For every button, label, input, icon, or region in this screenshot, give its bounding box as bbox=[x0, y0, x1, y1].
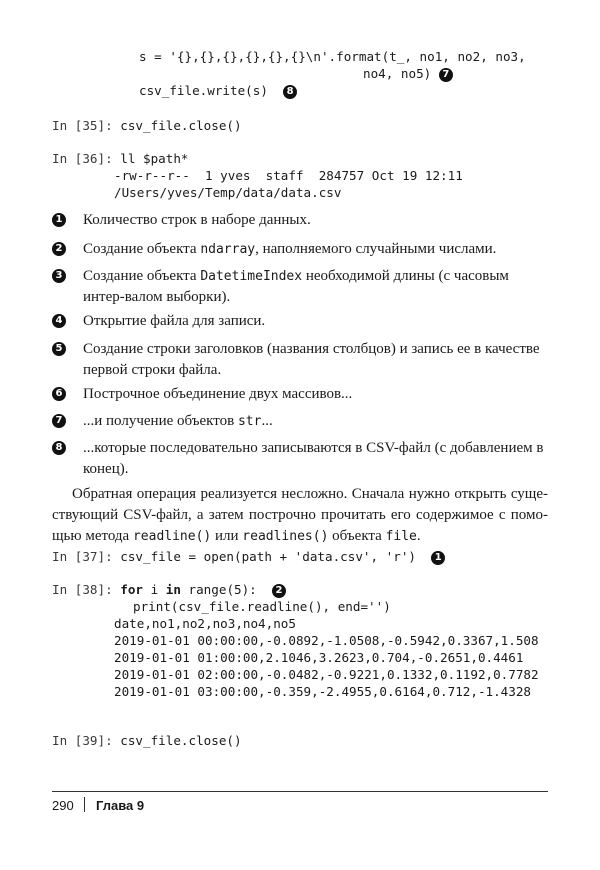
cell-38-output-4: 2019-01-01 03:00:00,-0.359,-2.4955,0.6164,0.712,-1.4328 bbox=[114, 684, 532, 699]
inline-code: readlines() bbox=[242, 529, 329, 544]
cell-38-output-0: date,no1,no2,no3,no4,no5 bbox=[114, 616, 296, 631]
inline-code: file bbox=[385, 529, 417, 544]
callout-marker-3: 3 bbox=[52, 269, 66, 283]
paragraph-text: или bbox=[211, 528, 243, 544]
chapter-title: Глава 9 bbox=[96, 798, 145, 813]
code-line-format-cont bbox=[363, 65, 453, 82]
callout-marker-5: 5 bbox=[52, 342, 66, 356]
note-6 bbox=[52, 384, 548, 405]
note-7 bbox=[52, 411, 548, 432]
code-text: csv_file.write(s) bbox=[139, 83, 268, 98]
cell-35 bbox=[52, 117, 242, 134]
cell-36-output-2: /Users/yves/Temp/data/data.csv bbox=[114, 185, 342, 200]
callout-marker-7: 7 bbox=[52, 414, 66, 428]
note-text bbox=[83, 266, 548, 308]
note-text-part: ... bbox=[261, 413, 273, 429]
cell-38-output-1: 2019-01-01 00:00:00,-0.0892,-1.0508,-0.5942,0.3367,1.508 bbox=[114, 633, 539, 648]
cell-37 bbox=[52, 548, 445, 565]
cell-38-print-line: print(csv_file.readline(), end='') bbox=[133, 599, 391, 614]
inline-code: str bbox=[237, 414, 262, 429]
cell-label: In [37]: bbox=[52, 549, 113, 564]
callout-marker-7: 7 bbox=[439, 68, 453, 82]
note-8 bbox=[52, 438, 548, 480]
inline-code: readline() bbox=[132, 529, 212, 544]
note-text-part: ...и получение объектов bbox=[83, 413, 238, 429]
cell-code: i bbox=[143, 582, 166, 597]
note-text-part: Создание объекта bbox=[83, 241, 201, 257]
keyword: for bbox=[120, 582, 144, 597]
cell-code: csv_file.close() bbox=[120, 118, 242, 133]
cell-code: csv_file = bbox=[120, 549, 204, 564]
inline-code: DatetimeIndex bbox=[200, 269, 303, 284]
cell-code: range bbox=[180, 582, 227, 597]
callout-marker-6: 6 bbox=[52, 387, 66, 401]
cell-label: In [39]: bbox=[52, 733, 113, 748]
note-text bbox=[83, 239, 548, 260]
note-text: Построчное объединение двух массивов... bbox=[83, 386, 353, 402]
footer-separator bbox=[84, 797, 85, 812]
cell-code: (path + 'data.csv', 'r') bbox=[234, 549, 416, 564]
callout-marker-2: 2 bbox=[52, 242, 66, 256]
paragraph-text: . bbox=[416, 528, 421, 544]
callout-marker-1: 1 bbox=[52, 213, 66, 227]
cell-code: ll $path* bbox=[120, 151, 189, 166]
callout-marker-8: 8 bbox=[283, 85, 297, 99]
note-3 bbox=[52, 266, 548, 308]
cell-label: In [35]: bbox=[52, 118, 113, 133]
note-text-part: Создание объекта bbox=[83, 268, 201, 284]
callout-marker-4: 4 bbox=[52, 314, 66, 328]
note-5 bbox=[52, 339, 548, 381]
callout-marker-1: 1 bbox=[431, 551, 445, 565]
keyword: in bbox=[165, 582, 181, 597]
note-text: Создание строки заголовков (названия столбцов) и запись ее в качестве первой строки файла. bbox=[83, 341, 540, 378]
note-text: Открытие файла для записи. bbox=[83, 313, 266, 329]
callout-marker-8: 8 bbox=[52, 441, 66, 455]
footer-divider bbox=[52, 791, 548, 792]
code-text: no4, no5) bbox=[363, 66, 432, 81]
note-text: Количество строк в наборе данных. bbox=[83, 212, 311, 228]
cell-38-output-3: 2019-01-01 02:00:00,-0.0482,-0.9221,0.1332,0.1192,0.7782 bbox=[114, 667, 539, 682]
note-text-part: необходимой длины (с часовым интер-валом выборки). bbox=[83, 268, 509, 305]
cell-38 bbox=[52, 581, 286, 598]
cell-code: open bbox=[203, 549, 235, 564]
cell-36 bbox=[52, 150, 189, 167]
callout-marker-2: 2 bbox=[272, 584, 286, 598]
cell-label: In [36]: bbox=[52, 151, 113, 166]
paragraph-text: объекта bbox=[328, 528, 386, 544]
cell-38-output-2: 2019-01-01 01:00:00,2.1046,3.2623,0.704,-0.2651,0.4461 bbox=[114, 650, 524, 665]
code-line-format: s = '{},{},{},{},{},{}\n'.format(t_, no1, no2, no3, bbox=[139, 49, 526, 64]
cell-code: csv_file.close() bbox=[120, 733, 242, 748]
note-text bbox=[83, 411, 548, 432]
page-number: 290 bbox=[52, 798, 74, 813]
note-text-part: , наполняемого случайными числами. bbox=[255, 241, 497, 257]
note-text: ...которые последовательно записываются в CSV-файл (с добавлением в конец). bbox=[83, 440, 544, 477]
code-line-write bbox=[139, 82, 297, 99]
cell-39 bbox=[52, 732, 242, 749]
inline-code: ndarray bbox=[200, 242, 256, 257]
note-2 bbox=[52, 239, 548, 260]
paragraph-text: Обратная операция реализуется несложно. Сначала нужно открыть суще-ствующий CSV-файл, а затем построчно прочитать его содержимое с помо-щью метода bbox=[52, 486, 548, 544]
cell-code: (5): bbox=[226, 582, 257, 597]
note-4 bbox=[52, 311, 548, 332]
cell-label: In [38]: bbox=[52, 582, 113, 597]
cell-36-output-1: -rw-r--r-- 1 yves staff 284757 Oct 19 12:11 bbox=[114, 168, 463, 183]
body-paragraph bbox=[52, 484, 548, 547]
note-1 bbox=[52, 210, 548, 231]
